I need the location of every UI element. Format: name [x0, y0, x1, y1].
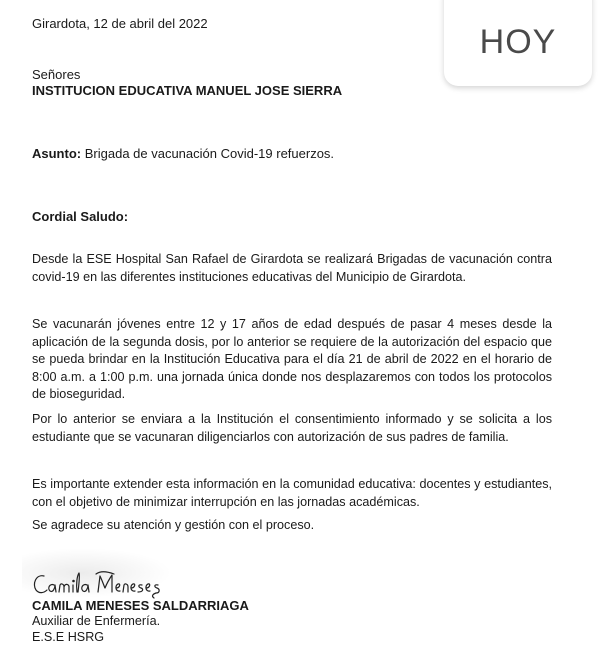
- subject-label: Asunto:: [32, 146, 82, 161]
- subject-text: Brigada de vacunación Covid-19 refuerzos.: [84, 146, 335, 161]
- body-paragraph: Se agradece su atención y gestión con el proceso.: [32, 518, 315, 532]
- signer-name: CAMILA MENESES SALDARRIAGA: [32, 598, 249, 613]
- body-paragraph: Por lo anterior se enviara a la Institución el consentimiento informado y se solicita a los estudiante que se vacunaran diligenciarlos con autorización de sus padres de familia.: [32, 412, 552, 444]
- hoy-badge-text: HOY: [479, 22, 557, 61]
- date-line: Girardota, 12 de abril del 2022: [32, 16, 208, 31]
- body-paragraph: Es importante extender esta información en la comunidad educativa: docentes y estudiantes, con el objetivo de minimizar interrupción en las jornadas académicas.: [32, 477, 552, 509]
- signer-organization: E.S.E HSRG: [32, 630, 105, 644]
- hoy-badge[interactable]: [444, 0, 592, 86]
- handwritten-signature: [30, 566, 170, 600]
- greeting: Cordial Saludo:: [32, 209, 129, 224]
- addressee-name: INSTITUCION EDUCATIVA MANUEL JOSE SIERRA: [32, 83, 343, 98]
- body-paragraph: Desde la ESE Hospital San Rafael de Girardota se realizará Brigadas de vacunación contra covid-19 en las diferentes instituciones educativas del Municipio de Girardota.: [32, 252, 552, 284]
- subject-line: [32, 146, 334, 161]
- signer-role: Auxiliar de Enfermería.: [32, 614, 161, 628]
- addressee-salutation: Señores: [32, 67, 81, 82]
- body-paragraph: Se vacunarán jóvenes entre 12 y 17 años de edad después de pasar 4 meses desde la aplicación de la segunda dosis, por lo anterior se requiere de la autorización del espacio que se pueda brindar en la Institución Educativa para el día 21 de abril de 2022 en el horario de 8:00 a.m. a 1:00 p.m. una jornada única donde nos desplazaremos con todos los protocolos de bioseguridad.: [32, 317, 552, 401]
